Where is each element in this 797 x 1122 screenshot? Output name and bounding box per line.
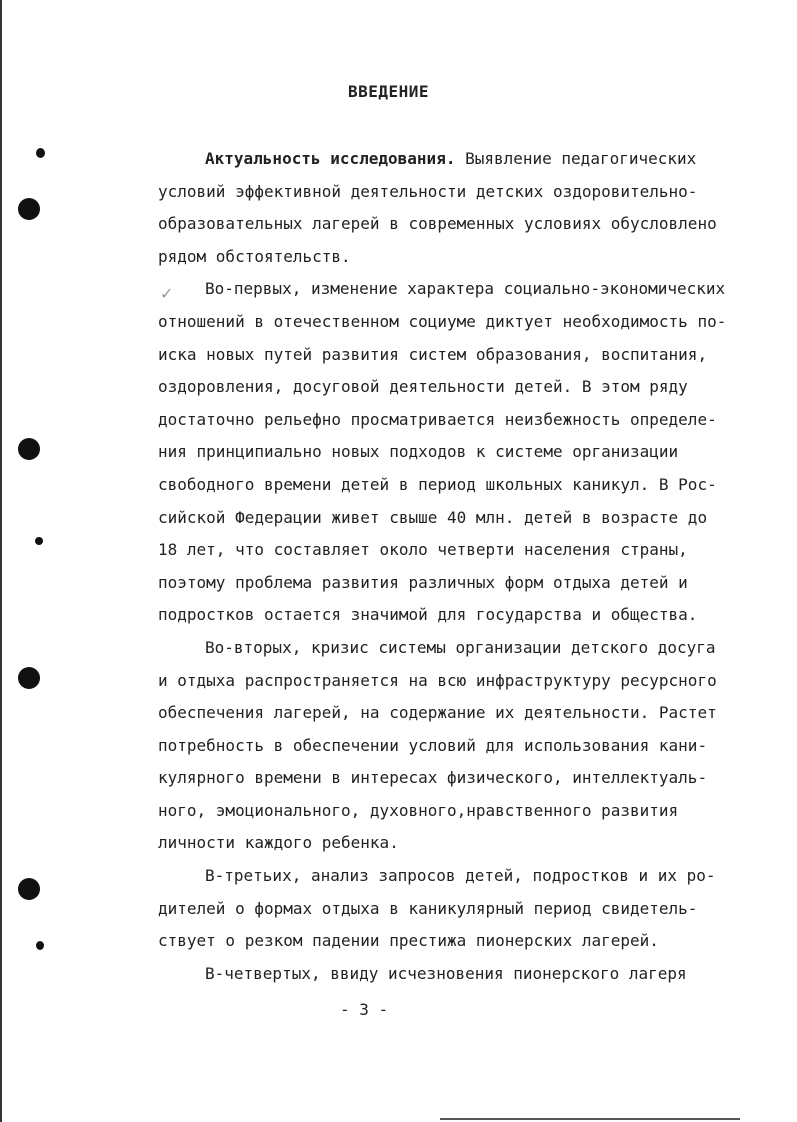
paragraph-line: обеспечения лагерей, на содержание их деятельности. Растет — [158, 703, 717, 723]
paragraph-line: дителей о формах отдыха в каникулярный период свидетель- — [158, 898, 698, 918]
paragraph-line: отношений в отечественном социуме диктует необходимость по- — [158, 311, 727, 331]
page-title: ВВЕДЕНИЕ — [347, 82, 430, 101]
paragraph-line: кулярного времени в интересах физического, интеллектуаль- — [158, 768, 708, 788]
paragraph-line: поэтому проблема развития различных форм отдыха детей и — [158, 572, 688, 592]
paragraph-line: условий эффективной деятельности детских оздоровительно- — [158, 181, 698, 201]
binder-hole-mark — [36, 941, 44, 950]
paragraph-line: ния принципиально новых подходов к системе организации — [158, 442, 679, 462]
paragraph-line: достаточно рельефно просматривается неизбежность определе- — [158, 409, 717, 429]
section-heading: Актуальность исследования. — [205, 149, 456, 168]
paragraph-text: Выявление педагогических — [455, 149, 697, 168]
paragraph-line: образовательных лагерей в современных условиях обусловлено — [158, 214, 717, 234]
paragraph-line: 18 лет, что составляет около четверти населения страны, — [158, 540, 688, 560]
page-number: - 3 - — [340, 1000, 389, 1019]
paragraph-line: и отдыха распространяется на всю инфраструктуру ресурсного — [158, 670, 717, 690]
check-mark-icon: ✓ — [160, 284, 174, 303]
paragraph-line: Во-первых, изменение характера социально-экономических — [205, 279, 726, 299]
binder-hole — [18, 438, 40, 460]
paragraph-line: Во-вторых, кризис системы организации детского досуга — [205, 637, 716, 657]
binder-hole-mark — [35, 537, 43, 545]
paragraph-line: ствует о резком падении престижа пионерских лагерей. — [158, 931, 659, 951]
paragraph-line: иска новых путей развития систем образования, воспитания, — [158, 344, 708, 364]
binder-hole — [18, 667, 40, 689]
paragraph-line: потребность в обеспечении условий для использования кани- — [158, 735, 708, 755]
bottom-rule — [440, 1118, 740, 1120]
paragraph-line: свободного времени детей в период школьных каникул. В Рос- — [158, 474, 717, 494]
paragraph-line: В-четвертых, ввиду исчезновения пионерского лагеря — [205, 963, 687, 983]
paragraph-line: сийской Федерации живет свыше 40 млн. детей в возрасте до — [158, 507, 708, 527]
paragraph-line: В-третьих, анализ запросов детей, подростков и их ро- — [205, 866, 716, 886]
paragraph-line: ного, эмоционального, духовного,нравственного развития — [158, 800, 679, 820]
paragraph-line: подростков остается значимой для государства и общества. — [158, 605, 698, 625]
body-text — [158, 143, 730, 990]
paragraph-line — [158, 143, 730, 176]
paragraph-line: оздоровления, досуговой деятельности детей. В этом ряду — [158, 377, 688, 397]
binder-hole-mark — [36, 148, 45, 158]
binder-hole — [18, 198, 40, 220]
page-left-edge — [0, 0, 2, 1122]
paragraph-line: личности каждого ребенка. — [158, 833, 399, 853]
paragraph-line: рядом обстоятельств. — [158, 246, 351, 266]
binder-hole — [18, 878, 40, 900]
